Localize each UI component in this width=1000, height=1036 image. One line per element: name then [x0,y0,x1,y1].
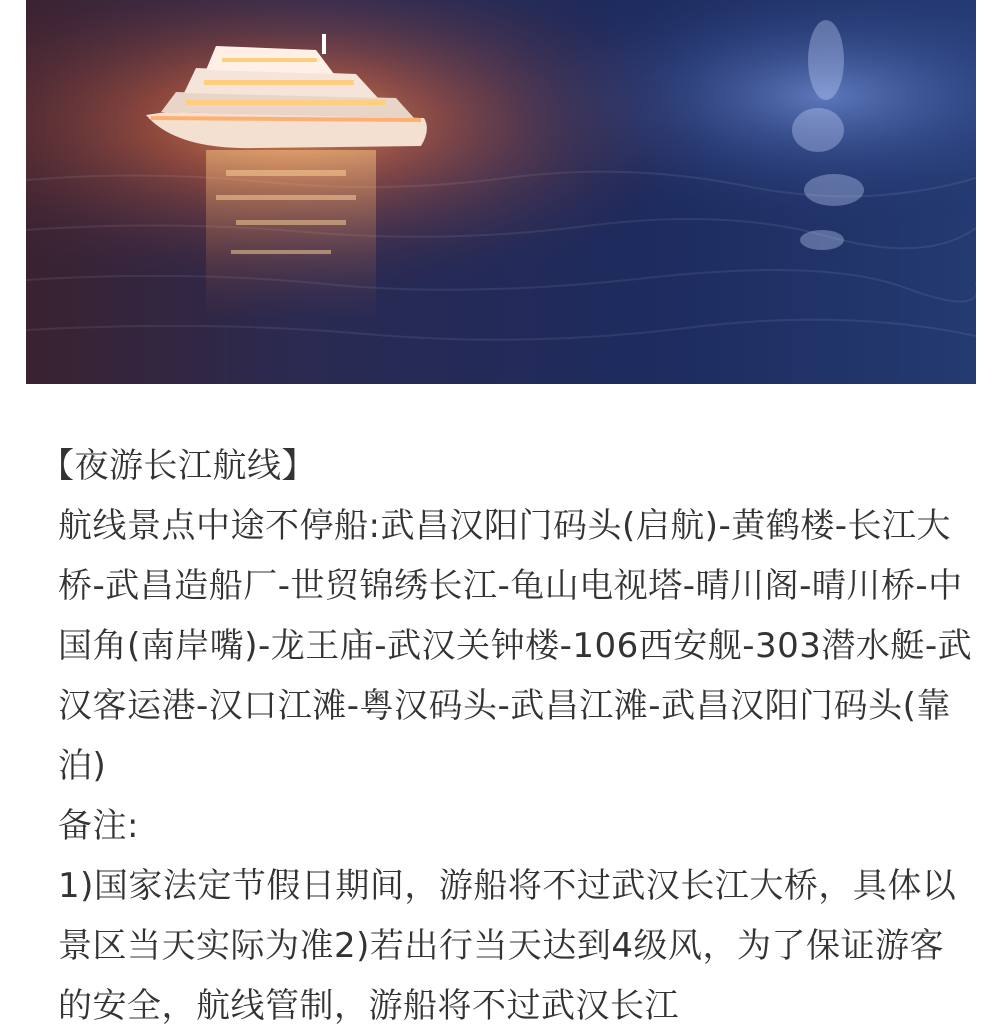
article-body [40,436,973,1036]
route-description: 航线景点中途不停船:武昌汉阳门码头(启航)-黄鹤楼-长江大桥-武昌造船厂-世贸锦绣长江-龟山电视塔-晴川阁-晴川桥-中国角(南岸嘴)-龙王庙-武汉关钟楼-106西安舰-303潜水艇-武汉客运港-汉口江滩-粤汉码头-武昌江滩-武昌汉阳门码头(靠泊) [58,506,973,786]
night-river-cruise-illustration [26,0,976,384]
section-title: 【夜游长江航线】 [40,446,316,486]
note-label: 备注: [58,806,139,846]
night-river-cruise-photo [26,0,976,384]
note-text: 1)国家法定节假日期间，游船将不过武汉长江大桥，具体以景区当天实际为准2)若出行当天达到4级风，为了保证游客的安全，航线管制，游船将不过武汉长江 [58,866,957,1026]
